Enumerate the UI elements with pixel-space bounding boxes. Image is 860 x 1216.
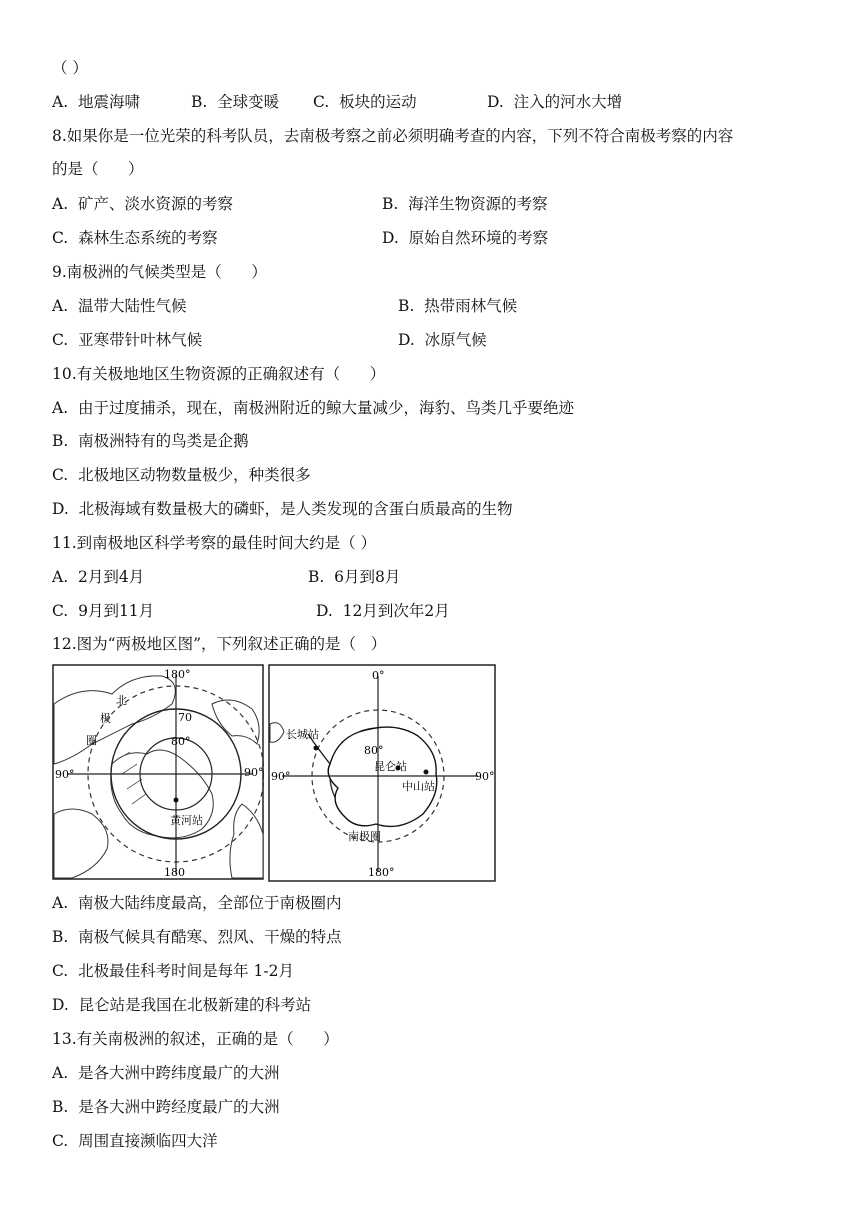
q12-stem: 12.图为“两极地区图”，下列叙述正确的是（ ） — [52, 635, 387, 653]
south-map-lon-right: 90° — [475, 770, 495, 783]
north-map-lon-left: 90° — [55, 768, 75, 781]
q9-option-b: B. 热带雨林气候 — [398, 297, 518, 315]
q10-stem: 10.有关极地地区生物资源的正确叙述有（ ） — [52, 365, 386, 383]
q11-option-a: A. 2月到4月 — [52, 568, 145, 586]
q12-option-c: C. 北极最佳科考时间是每年 1-2月 — [52, 962, 294, 980]
q8-option-a: A. 矿产、淡水资源的考察 — [52, 195, 233, 213]
q10-option-d: D. 北极海域有数量极大的磷虾，是人类发现的含蛋白质最高的生物 — [52, 500, 513, 518]
yellow-river-station-marker — [174, 798, 179, 803]
great-wall-station-marker — [314, 746, 319, 751]
south-map-kunlun-label: 昆仑站 — [374, 760, 407, 773]
q7-option-b: B. 全球变暖 — [191, 93, 280, 111]
q10-option-a: A. 由于过度捕杀，现在，南极洲附近的鲸大量减少，海豹、鸟类几乎要绝迹 — [52, 399, 574, 417]
north-map-circle-label-3: 圈 — [86, 734, 97, 747]
q11-option-c: C. 9月到11月 — [52, 602, 155, 620]
q8-option-d: D. 原始自然环境的考察 — [382, 229, 549, 247]
q11-option-b: B. 6月到8月 — [308, 568, 401, 586]
south-map-lon-top: 0° — [372, 669, 385, 682]
zhongshan-station-marker — [424, 770, 429, 775]
q13-option-b: B. 是各大洲中跨经度最广的大洲 — [52, 1098, 280, 1116]
q8-stem-line1: 8.如果你是一位光荣的科考队员，去南极考察之前必须明确考查的内容，下列不符合南极考察的内容 — [52, 127, 734, 145]
q13-option-a: A. 是各大洲中跨纬度最广的大洲 — [52, 1064, 280, 1082]
south-map-lon-left: 90° — [271, 770, 291, 783]
north-map-circle-label-1: 北 — [116, 694, 127, 707]
q7-option-c: C. 板块的运动 — [313, 93, 417, 111]
q12-option-b: B. 南极气候具有酷寒、烈风、干燥的特点 — [52, 928, 342, 946]
north-map-lat-80: 80° — [171, 735, 191, 748]
q9-option-a: A. 温带大陆性气候 — [52, 297, 187, 315]
q9-stem: 9.南极洲的气候类型是（ ） — [52, 263, 267, 281]
north-polar-map — [52, 664, 264, 884]
q7-option-a: A. 地震海啸 — [52, 93, 140, 111]
south-polar-map — [268, 664, 496, 886]
north-map-lon-right: 90° — [244, 766, 264, 779]
q8-option-c: C. 森林生态系统的考察 — [52, 229, 218, 247]
q13-stem: 13.有关南极洲的叙述，正确的是（ ） — [52, 1030, 339, 1048]
q7-answer-blank: （ ） — [52, 59, 88, 77]
north-map-lon-top: 180° — [164, 668, 191, 681]
q9-option-d: D. 冰原气候 — [398, 331, 487, 349]
q9-option-c: C. 亚寒带针叶林气候 — [52, 331, 203, 349]
q10-option-b: B. 南极洲特有的鸟类是企鹅 — [52, 432, 249, 450]
south-map-circle-label: 南极圈 — [348, 830, 381, 843]
south-map-changcheng-label: 长城站 — [286, 728, 319, 741]
q13-option-c: C. 周围直接濒临四大洋 — [52, 1132, 218, 1150]
north-map-lat-70: 70 — [178, 711, 192, 724]
south-map-zhongshan-label: 中山站 — [402, 780, 435, 793]
q8-stem-line2: 的是（ ） — [52, 160, 144, 178]
south-map-lat-80: 80° — [364, 744, 384, 757]
q12-option-a: A. 南极大陆纬度最高，全部位于南极圈内 — [52, 894, 342, 912]
q12-option-d: D. 昆仑站是我国在北极新建的科考站 — [52, 996, 312, 1014]
q8-option-b: B. 海洋生物资源的考察 — [382, 195, 548, 213]
q11-stem: 11.到南极地区科学考察的最佳时间大约是（ ） — [52, 534, 377, 552]
q7-option-d: D. 注入的河水大增 — [487, 93, 623, 111]
north-map-circle-label-2: 极 — [100, 712, 111, 725]
q11-option-d: D. 12月到次年2月 — [316, 602, 450, 620]
north-map-lon-bottom: 180 — [164, 866, 185, 879]
south-map-lon-bottom: 180° — [368, 866, 395, 879]
north-map-station-label: 黄河站 — [170, 814, 203, 827]
q10-option-c: C. 北极地区动物数量极少，种类很多 — [52, 466, 311, 484]
